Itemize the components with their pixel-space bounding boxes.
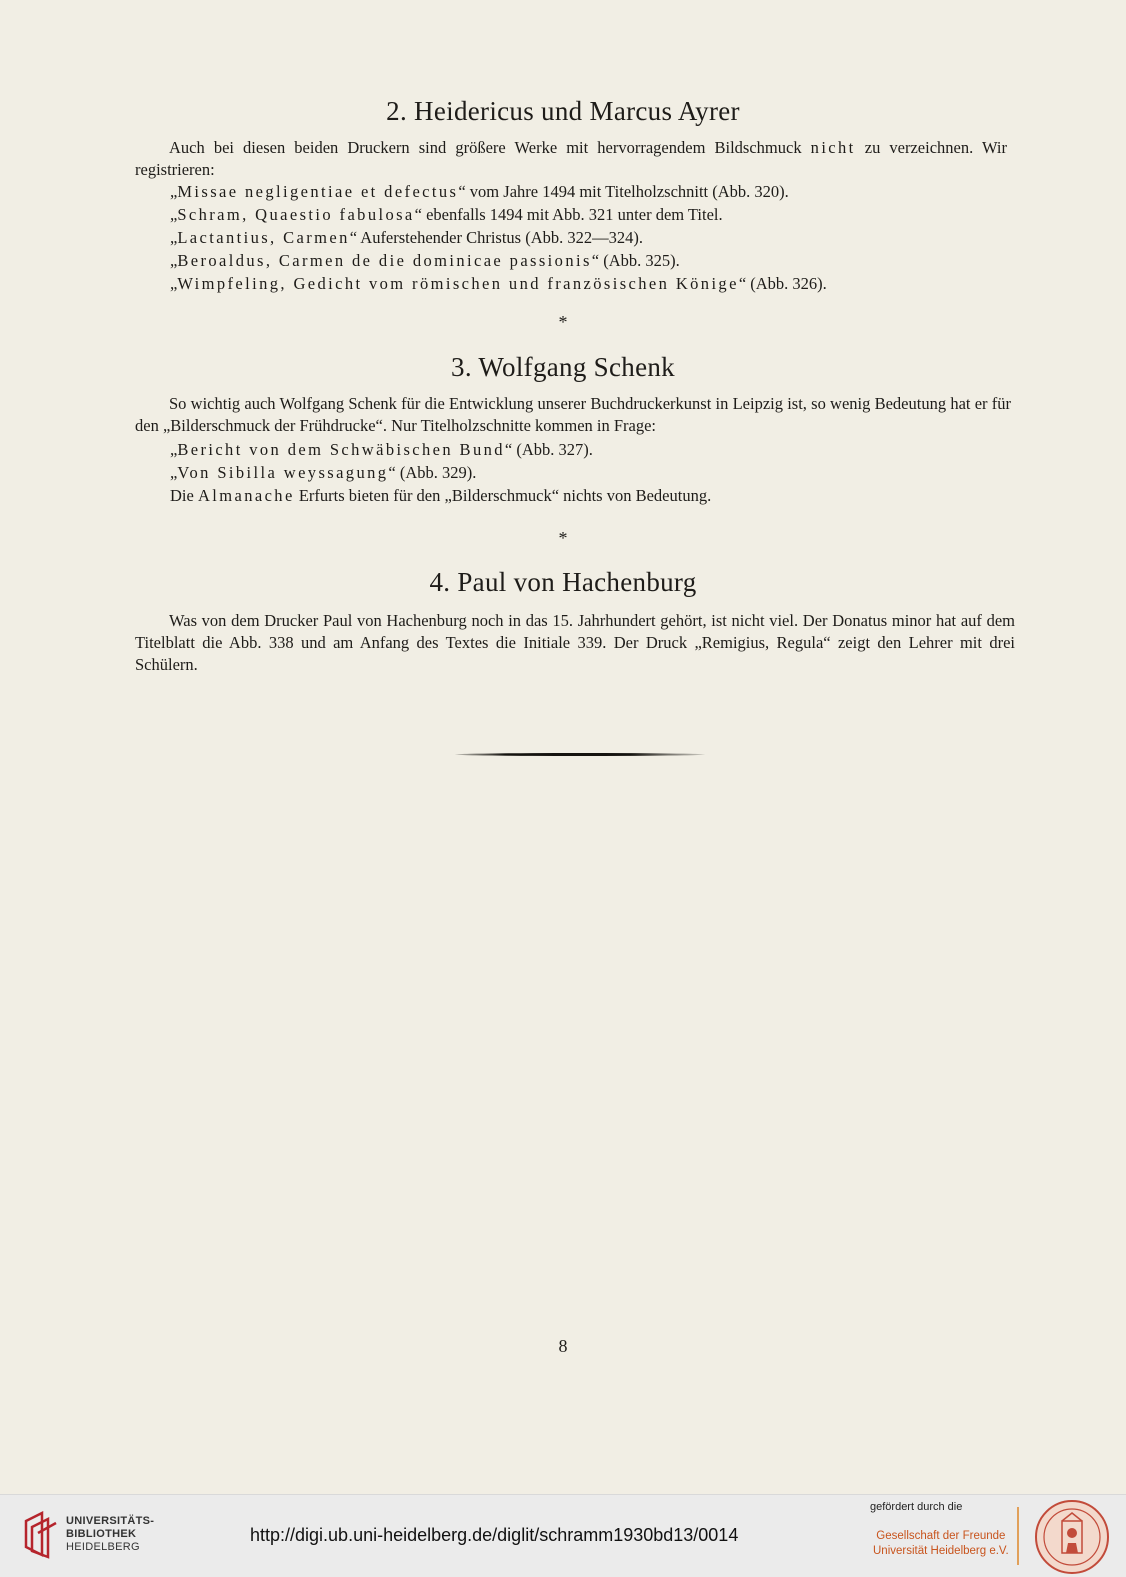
section-2-intro	[135, 137, 1007, 181]
list-item: „Von Sibilla weyssagung“ (Abb. 329).	[170, 463, 477, 482]
intro-text-1: Auch bei diesen beiden Druckern sind größere Werke mit hervorragendem Bildschmuck	[169, 138, 811, 157]
section-3-intro: So wichtig auch Wolfgang Schenk für die Entwicklung unserer Buchdruckerkunst in Leipzig ist, so wenig Bedeutung hat er für den „Bilderschmuck der Frühdrucke“. Nur Titelholzschnitte kommen in Frage:	[135, 394, 1011, 435]
funded-by-label: gefördert durch die	[870, 1501, 963, 1513]
section-4-text: Was von dem Drucker Paul von Hachenburg noch in das 15. Jahrhundert gehört, ist nicht viel. Der Donatus minor hat auf dem Titelblatt die Abb. 338 und am Anfang des Textes die Initiale 339. Der Druck „Remigius, Regula“ zeigt den Lehrer mit drei Schülern.	[135, 611, 1015, 674]
library-logo-icon	[22, 1511, 62, 1559]
section-separator: *	[558, 312, 568, 332]
closing-rule	[455, 753, 705, 756]
footer-divider	[1017, 1507, 1019, 1565]
list-item: „Beroaldus, Carmen de die dominicae passionis“ (Abb. 325).	[170, 251, 680, 270]
footer-bar	[0, 1494, 1126, 1577]
work-title: Bericht von dem Schwäbischen Bund	[177, 440, 505, 459]
list-item: „Missae negligentiae et defectus“ vom Jahre 1494 mit Titelholzschnitt (Abb. 320).	[170, 182, 789, 201]
work-title: Wimpfeling, Gedicht vom römischen und französischen Könige	[177, 274, 739, 293]
university-seal-icon	[1034, 1499, 1110, 1575]
work-title: Schram, Quaestio fabulosa	[177, 205, 415, 224]
work-title: Missae negligentiae et defectus	[177, 182, 459, 201]
library-name: UNIVERSITÄTS- BIBLIOTHEK HEIDELBERG	[66, 1515, 155, 1553]
work-title: Beroaldus, Carmen de die dominicae passionis	[177, 251, 592, 270]
page-number: 8	[558, 1336, 568, 1356]
section-3-closing: Die Almanache Erfurts bieten für den „Bilderschmuck“ nichts von Bedeutung.	[170, 486, 712, 505]
section-heading-3: 3. Wolfgang Schenk	[451, 352, 675, 382]
list-item: „Wimpfeling, Gedicht vom römischen und französischen Könige“ (Abb. 326).	[170, 274, 827, 293]
work-title: Lactantius, Carmen	[177, 228, 350, 247]
society-name: Gesellschaft der Freunde Universität Heidelberg e.V.	[873, 1530, 1009, 1557]
emphasis-word: Almanache	[197, 486, 295, 505]
list-item: „Lactantius, Carmen“ Auferstehender Christus (Abb. 322—324).	[170, 228, 644, 247]
intro-text-2: zu verzeichnen. Wir registrieren:	[135, 138, 1008, 179]
permalink-url[interactable]: http://digi.ub.uni-heidelberg.de/diglit/schramm1930bd13/0014	[250, 1525, 739, 1545]
intro-emphasis: nicht	[810, 138, 856, 157]
list-item: „Bericht von dem Schwäbischen Bund“ (Abb. 327).	[170, 440, 593, 459]
list-item: „Schram, Quaestio fabulosa“ ebenfalls 1494 mit Abb. 321 unter dem Titel.	[170, 205, 723, 224]
section-heading-2: 2. Heidericus und Marcus Ayrer	[386, 96, 740, 126]
section-heading-4: 4. Paul von Hachenburg	[429, 567, 697, 597]
section-separator: *	[558, 528, 568, 548]
work-title: Von Sibilla weyssagung	[177, 463, 389, 482]
